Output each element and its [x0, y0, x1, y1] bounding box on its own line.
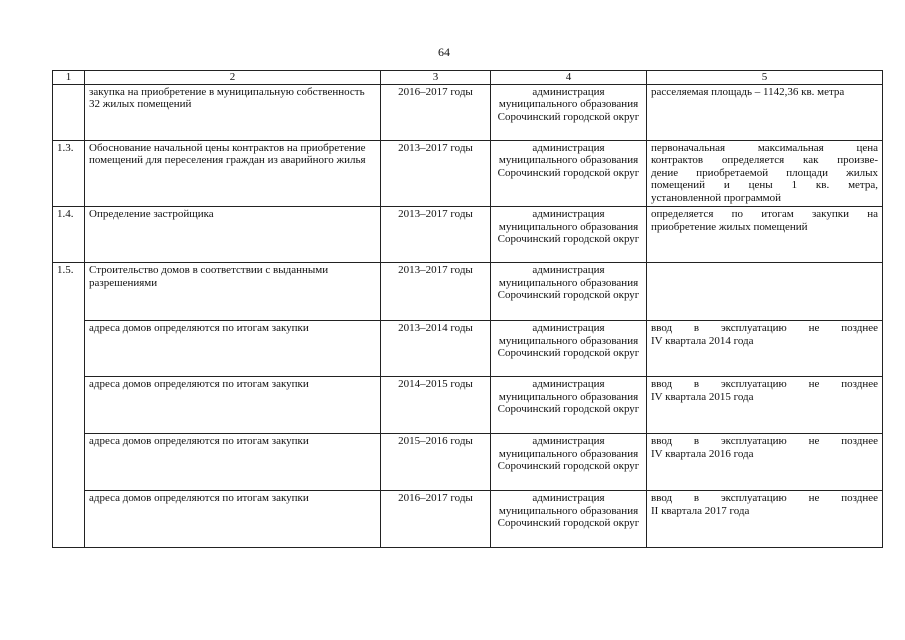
column-header: 2 — [85, 71, 381, 85]
item-number-cell — [53, 491, 85, 548]
description-cell: адреса домов определяются по итогам закупки — [85, 434, 381, 491]
description-cell: адреса домов определяются по итогам закупки — [85, 377, 381, 434]
result-line: установленной программой — [651, 191, 782, 204]
period-cell: 2015–2016 годы — [381, 434, 491, 491]
column-header: 5 — [647, 71, 883, 85]
column-header: 1 — [53, 71, 85, 85]
result-line: II квартала 2017 года — [651, 504, 750, 517]
result-cell — [647, 263, 883, 321]
result-cell — [647, 140, 883, 207]
executor-cell: администрация муниципального образования Сорочинский городской округ — [491, 140, 647, 207]
description-cell: адреса домов определяются по итогам закупки — [85, 491, 381, 548]
result-line: ввод в эксплуатацию не позднее — [651, 435, 878, 447]
item-number-cell: 1.3. — [53, 140, 85, 207]
item-number-cell — [53, 84, 85, 140]
period-cell: 2016–2017 годы — [381, 84, 491, 140]
period-cell: 2013–2014 годы — [381, 321, 491, 377]
result-line: помещений и цены 1 кв. метра, — [651, 179, 878, 191]
table-row — [53, 263, 883, 321]
result-line: ввод в эксплуатацию не позднее — [651, 322, 878, 334]
result-line: ввод в эксплуатацию не позднее — [651, 492, 878, 504]
table-row — [53, 207, 883, 263]
result-cell — [647, 377, 883, 434]
executor-cell: администрация муниципального образования Сорочинский городской округ — [491, 321, 647, 377]
column-header: 3 — [381, 71, 491, 85]
result-line: IV квартала 2015 года — [651, 390, 754, 403]
table-row — [53, 84, 883, 140]
result-line: приобретение жилых помещений — [651, 220, 808, 233]
period-cell: 2013–2017 годы — [381, 140, 491, 207]
period-cell: 2014–2015 годы — [381, 377, 491, 434]
description-cell: адреса домов определяются по итогам закупки — [85, 321, 381, 377]
description-cell: Строительство домов в соответствии с выданными разрешениями — [85, 263, 381, 321]
table-row — [53, 377, 883, 434]
item-number-cell: 1.5. — [53, 263, 85, 321]
result-line: IV квартала 2014 года — [651, 334, 754, 347]
table-row — [53, 321, 883, 377]
page-number: 64 — [438, 45, 450, 59]
executor-cell: администрация муниципального образования Сорочинский городской округ — [491, 84, 647, 140]
result-cell — [647, 434, 883, 491]
result-line: дение приобретаемой площади жилых — [651, 166, 878, 179]
item-number-cell — [53, 321, 85, 377]
item-number-cell — [53, 434, 85, 491]
column-header: 4 — [491, 71, 647, 85]
period-cell: 2013–2017 годы — [381, 207, 491, 263]
result-line: первоначальная максимальная цена — [651, 141, 878, 154]
executor-cell: администрация муниципального образования Сорочинский городской округ — [491, 491, 647, 548]
table-row — [53, 434, 883, 491]
result-cell — [647, 207, 883, 263]
result-line: контрактов определяется как произве- — [651, 154, 878, 166]
description-cell: Определение застройщика — [85, 207, 381, 263]
table-header-row — [53, 71, 883, 85]
result-line: IV квартала 2016 года — [651, 447, 754, 460]
result-line: расселяемая площадь – 1142,36 кв. метра — [651, 85, 845, 98]
description-cell: закупка на приобретение в муниципальную собственность 32 жилых помещений — [85, 84, 381, 140]
table-row — [53, 491, 883, 548]
result-cell — [647, 84, 883, 140]
program-table — [52, 70, 883, 548]
result-cell — [647, 321, 883, 377]
executor-cell: администрация муниципального образования Сорочинский городской округ — [491, 434, 647, 491]
executor-cell: администрация муниципального образования Сорочинский городской округ — [491, 207, 647, 263]
result-line: ввод в эксплуатацию не позднее — [651, 378, 878, 390]
executor-cell: администрация муниципального образования Сорочинский городской округ — [491, 263, 647, 321]
result-cell — [647, 491, 883, 548]
description-cell: Обоснование начальной цены контрактов на приобретение помещений для переселения граждан из аварийного жилья — [85, 140, 381, 207]
item-number-cell: 1.4. — [53, 207, 85, 263]
period-cell: 2013–2017 годы — [381, 263, 491, 321]
executor-cell: администрация муниципального образования Сорочинский городской округ — [491, 377, 647, 434]
period-cell: 2016–2017 годы — [381, 491, 491, 548]
item-number-cell — [53, 377, 85, 434]
table-row — [53, 140, 883, 207]
result-line: определяется по итогам закупки на — [651, 208, 878, 220]
